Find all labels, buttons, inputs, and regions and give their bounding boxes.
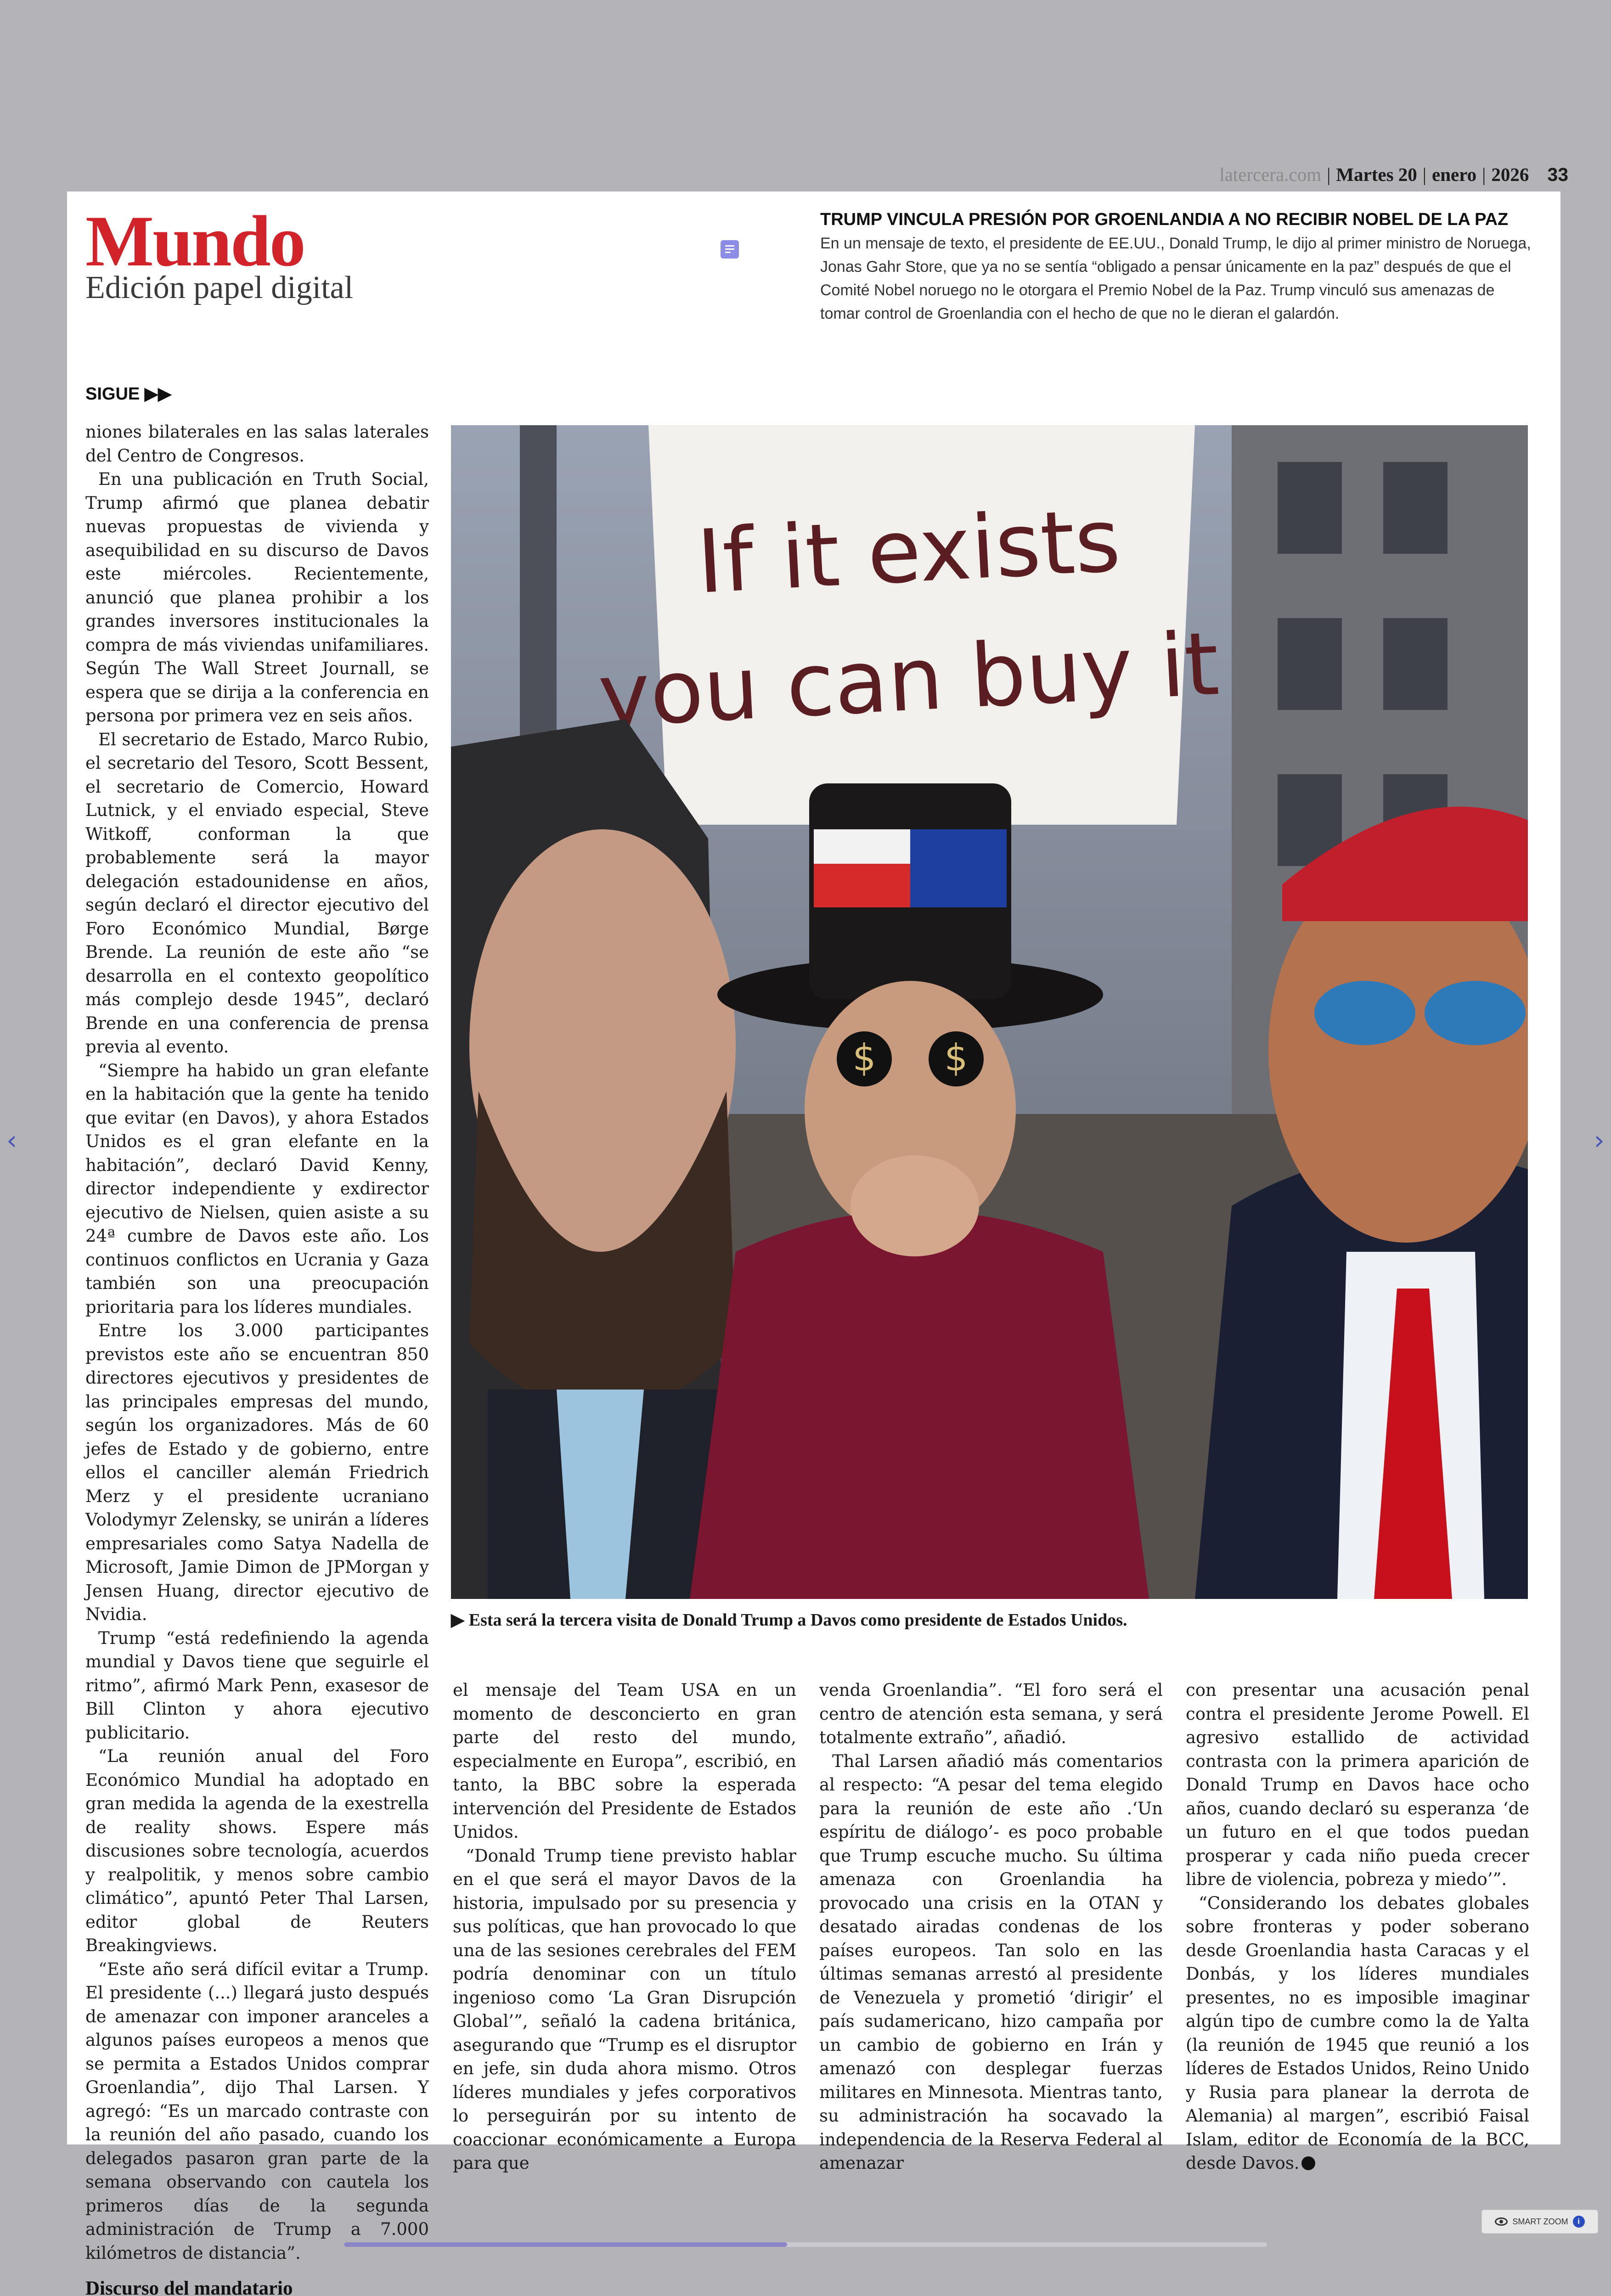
next-page-icon[interactable]: ›	[1594, 1125, 1605, 1156]
previous-page-icon[interactable]: ‹	[6, 1125, 17, 1156]
banner-text-line-1: If it exists	[694, 490, 1123, 613]
subheading: Discurso del mandatario	[85, 2278, 293, 2296]
article-column-3	[819, 1678, 1163, 2175]
svg-text:$: $	[852, 1036, 876, 1079]
photo-caption: ▶ Esta será la tercera visita de Donald Trump a Davos como presidente de Estados Unidos.	[451, 1610, 1127, 1630]
continued-label: SIGUE ▶▶	[85, 384, 172, 404]
site-name: latercera.com	[1219, 164, 1322, 185]
article-column-4	[1186, 1678, 1529, 2175]
paragraph: Thal Larsen añadió más comentarios al respecto: “A pesar del tema elegido para la reunión de este año .‘Un espíritu de diálogo’- es poco probable que Trump escuche mucho. Su última amenaza con Groenlandia ha provocado una crisis en la OTAN y desatado airadas condenas de los países europeos. Tan solo en las últimas semanas arrestó al presidente de Venezuela y prometió ‘dirigir’ el país sudamericano, hizo campaña por un cambio de gobierno en Irán y amenazó con desplegar fuerzas militares en Minnesota. Mientras tanto, su administración ha socavado la independencia de la Reserva Federal al amenazar	[819, 1751, 1163, 2173]
info-icon: i	[1573, 2216, 1585, 2228]
reading-progress-bar[interactable]	[344, 2242, 1267, 2247]
banner-text-line-2: you can buy it	[596, 613, 1222, 747]
eye-icon	[1495, 2217, 1508, 2226]
date-weekday: Martes 20	[1336, 164, 1417, 185]
paragraph: “Donald Trump tiene previsto hablar en el que será el mayor Davos de la historia, impulsado por su presencia y sus políticas, que han provocado lo que una de las sesiones cerebrales del FEM podría denominar con un título ingenioso como ‘La Gran Disrupción Global’”, señaló la cadena británica, asegurando que “Trump es el disruptor en jefe, sin duda ahora mismo. Otros líderes mundiales y jefes corporativos lo perseguirán por su intento de coaccionar económicamente a Europa para que	[453, 1846, 796, 2173]
paragraph-text: “Considerando los debates globales sobre fronteras y poder soberano desde Groenlandia hasta Caracas y el Donbás, y los líderes mundiales presentes, no es imposible imaginar algún tipo de cumbre como la de Yalta (la reunión de 1945 que reunió a los líderes de Estados Unidos, Reino Unido y Rusia para planear la derrota de Alemania) al margen”, escribió Faisal Islam, editor de Economía de la BCC, desde Davos.	[1186, 1893, 1529, 2173]
note-icon[interactable]	[721, 240, 739, 259]
brief-body: En un mensaje de texto, el presidente de EE.UU., Donald Trump, le dijo al primer ministro de Noruega, Jonas Gahr Store, que ya no se sentía “obligado a pensar únicamente en la paz” después de que el Comité Nobel noruego no le otorgara el Premio Nobel de la Paz. Trump vinculó sus amenazas de tomar control de Groenlandia con el hecho de que no le dieran el galardón.	[820, 235, 1531, 322]
paragraph: Entre los 3.000 participantes previstos este año se encuentran 850 directores ejecutivos y presidentes de las principales empresas del mundo, según los organizadores. Más de 60 jefes de Estado y de gobierno, entre ellos el canciller alemán Friedrich Merz y el presidente ucraniano Volodymyr Zelensky, se unirán a líderes empresariales como Satya Nadella de Microsoft, Jamie Dimon de JPMorgan y Jensen Huang, director ejecutivo de Nvidia.	[85, 1321, 429, 1624]
date-year: 2026	[1491, 164, 1529, 185]
paragraph	[1186, 1891, 1529, 2175]
article-column-1	[85, 420, 429, 2296]
page-number: 33	[1547, 163, 1568, 185]
paragraph: El secretario de Estado, Marco Rubio, el secretario del Tesoro, Scott Bessent, el secretario de Comercio, Howard Lutnick, y el enviado especial, Steve Witkoff, conforman la que probablemente será la mayor delegación estadounidense en años, según declaró el director ejecutivo del Foro Económico Mundial, Børge Brende. La reunión de este año “se desarrolla en el contexto geopolítico más complejo desde 1945”, declaró Brende en una conferencia de prensa previa al evento.	[85, 729, 429, 1057]
smart-zoom-button[interactable]	[1481, 2210, 1598, 2234]
article-photo	[451, 425, 1528, 1599]
section-title: Mundo	[85, 201, 304, 281]
brief-headline: TRUMP VINCULA PRESIÓN POR GROENLANDIA A NO RECIBIR NOBEL DE LA PAZ	[820, 210, 1509, 229]
svg-text:$: $	[944, 1036, 968, 1079]
smart-zoom-label: SMART ZOOM	[1512, 2217, 1568, 2226]
date-month: enero	[1432, 164, 1477, 185]
reading-progress-fill	[344, 2242, 787, 2247]
page-folio: latercera.com | Martes 20 | enero | 2026 33	[1219, 163, 1568, 185]
paragraph: “Este año será difícil evitar a Trump. El presidente (...) llegará justo después de amenazar con imponer aranceles a algunos países europeos a menos que se permita a Estados Unidos comprar Groenlandia”, dijo Thal Larsen. Y agregó: “Es un marcado contraste con la reunión del año pasado, cuando los delegados pasaron gran parte de la semana observando con cautela los primeros días de la segunda administración de Trump a 7.000 kilómetros de distancia”.	[85, 1959, 429, 2263]
paragraph: “Siempre ha habido un gran elefante en la habitación que la gente ha tenido que evitar (en Davos), y ahora Estados Unidos es el gran elefante en la habitación”, declaró David Kenny, director independiente y exdirector ejecutivo de Nielsen, quien asiste a su 24ª cumbre de Davos este año. Los continuos conflictos en Ucrania y Gaza también son una preocupación prioritaria para los líderes mundiales.	[85, 1060, 429, 1317]
paragraph: venda Groenlandia”. “El foro será el centro de atención esta semana, y será totalmente extraño”, añadió.	[819, 1680, 1163, 1747]
article-column-2	[453, 1678, 796, 2175]
paragraph: En una publicación en Truth Social, Trump afirmó que planea debatir nuevas propuestas de vivienda y asequibilidad en su discurso de Davos este miércoles. Recientemente, anunció que planea prohibir a los grandes inversores institucionales la compra de más viviendas unifamiliares. Según The Wall Street Journall, se espera que se dirija a la conferencia en persona por primera vez en seis años.	[85, 469, 429, 726]
paragraph: con presentar una acusación penal contra el presidente Jerome Powell. El agresivo estallido de actividad contrasta con la primera aparición de Donald Trump en Davos hace ocho años, cuando declaró su esperanza ‘de un futuro en el que todos puedan prosperar y cada niño pueda crecer libre de violencia, pobreza y miedo’”.	[1186, 1680, 1529, 1889]
paragraph: niones bilaterales en las salas laterales del Centro de Congresos.	[85, 422, 429, 466]
paragraph: “La reunión anual del Foro Económico Mundial ha adoptado en gran medida la agenda de la exestrella de reality shows. Espere más discusiones sobre tecnología, acuerdos y realpolitik, y menos sobre cambio climático”, apuntó Peter Thal Larsen, editor global de Reuters Breakingviews.	[85, 1746, 429, 1955]
section-subtitle: Edición papel digital	[85, 270, 354, 305]
end-mark-icon	[1301, 2156, 1315, 2170]
paragraph: Trump “está redefiniendo la agenda mundial y Davos tiene que seguirle el ritmo”, afirmó Mark Penn, exasesor de Bill Clinton y ahora ejecutivo publicitario.	[85, 1628, 429, 1743]
paragraph: el mensaje del Team USA en un momento de desconcierto en gran parte del resto del mundo, especialmente en Europa”, escribió, en tanto, la BBC sobre la esperada intervención del Presidente de Estados Unidos.	[453, 1680, 796, 1842]
